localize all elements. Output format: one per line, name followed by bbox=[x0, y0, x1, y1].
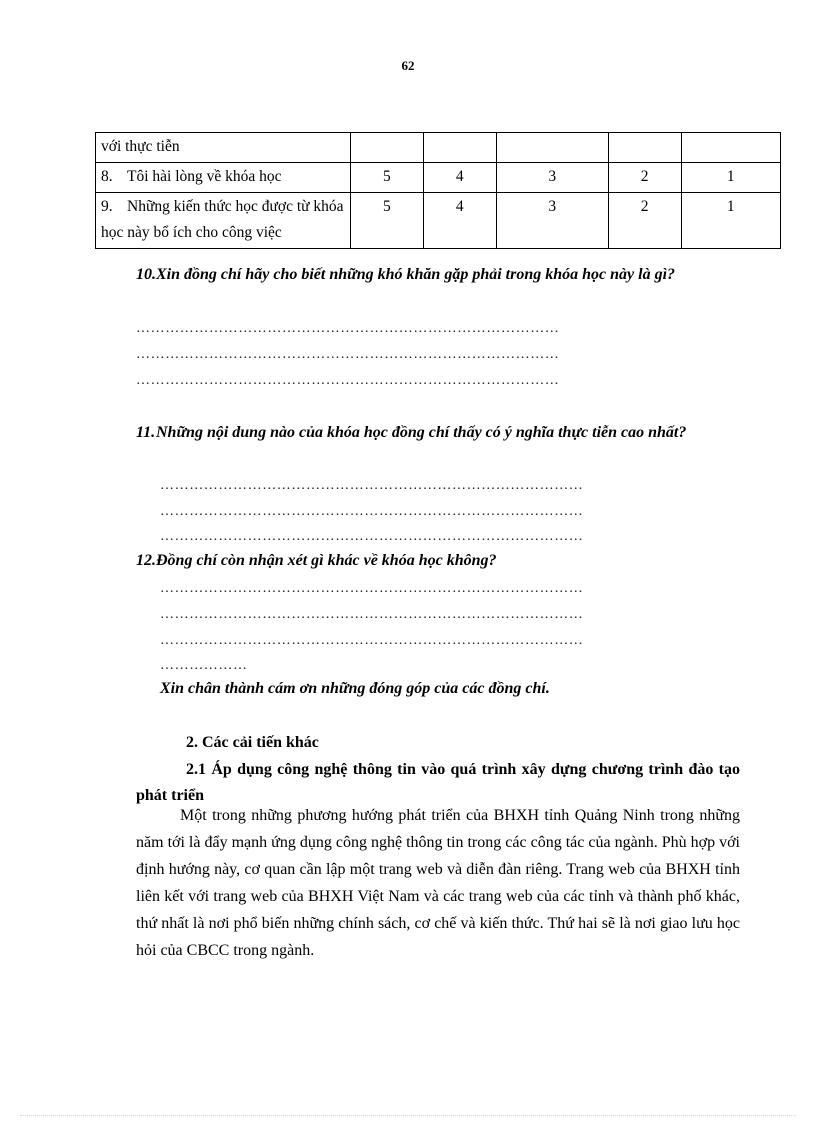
score-cell bbox=[681, 133, 780, 163]
question-text: Đồng chí còn nhận xét gì khác về khóa học không? bbox=[156, 552, 497, 569]
table-row bbox=[96, 133, 781, 163]
page-bottom-divider bbox=[20, 1115, 796, 1116]
question-cell bbox=[96, 193, 351, 249]
section-heading: 2. Các cải tiến khác bbox=[186, 734, 319, 751]
body-paragraph: Một trong những phương hướng phát triển của BHXH tỉnh Quảng Ninh trong những năm tới là đẩy mạnh ứng dụng công nghệ thông tin trong các công tác của ngành. Phù hợp với định hướng này, cơ quan cần lập một trang web và diễn đàn riêng. Trang web của BHXH tỉnh liên kết với trang web của BHXH Việt Nam và các trang web của các tỉnh và thành phố khác, thứ nhất là nơi phổ biến những chính sách, cơ chế và kiến thức. Thứ hai sẽ là nơi giao lưu học hỏi của CBCC trong ngành. bbox=[136, 807, 740, 959]
score-cell bbox=[350, 133, 423, 163]
question-text: Tôi hài lòng về khóa học bbox=[127, 168, 282, 185]
score-cell: 5 bbox=[350, 193, 423, 249]
question-12 bbox=[136, 548, 740, 574]
answer-line[interactable]: …………………………………………………………………………… bbox=[160, 581, 584, 596]
score-cell: 2 bbox=[608, 193, 681, 249]
answer-line[interactable]: ……………… bbox=[160, 658, 248, 673]
question-11 bbox=[136, 420, 740, 446]
subsection-heading: 2.1 Áp dụng công nghệ thông tin vào quá trình xây dựng chương trình đào tạo phát triển bbox=[136, 761, 740, 804]
score-cell bbox=[496, 133, 608, 163]
answer-line[interactable]: …………………………………………………………………………… bbox=[136, 321, 560, 336]
score-cell: 3 bbox=[496, 193, 608, 249]
question-number: 11. bbox=[136, 424, 156, 441]
question-number: 12. bbox=[136, 552, 156, 569]
question-10 bbox=[136, 262, 740, 288]
question-number: 10. bbox=[136, 266, 156, 283]
table-row bbox=[96, 163, 781, 193]
table-row bbox=[96, 193, 781, 249]
score-cell: 1 bbox=[681, 163, 780, 193]
question-cell bbox=[96, 133, 351, 163]
score-cell: 4 bbox=[423, 163, 496, 193]
question-text: với thực tiễn bbox=[101, 138, 180, 155]
score-cell: 1 bbox=[681, 193, 780, 249]
answer-line[interactable]: …………………………………………………………………………… bbox=[160, 607, 584, 622]
score-cell bbox=[608, 133, 681, 163]
answer-line[interactable]: …………………………………………………………………………… bbox=[160, 478, 584, 493]
score-cell: 4 bbox=[423, 193, 496, 249]
question-number: 8. bbox=[101, 168, 113, 185]
question-number: 9. bbox=[101, 198, 113, 215]
thank-you-note: Xin chân thành cám ơn những đóng góp của các đồng chí. bbox=[160, 680, 550, 697]
question-cell bbox=[96, 163, 351, 193]
question-text: Xin đồng chí hãy cho biết những khó khăn gặp phải trong khóa học này là gì? bbox=[156, 266, 676, 283]
page-number: 62 bbox=[401, 58, 415, 73]
question-text: Những nội dung nào của khóa học đồng chí thấy có ý nghĩa thực tiễn cao nhất? bbox=[156, 424, 687, 441]
question-text: Những kiến thức học được từ khóa học này bổ ích cho công việc bbox=[101, 198, 344, 241]
score-cell: 3 bbox=[496, 163, 608, 193]
survey-table bbox=[95, 132, 781, 249]
answer-line[interactable]: …………………………………………………………………………… bbox=[160, 633, 584, 648]
score-cell: 2 bbox=[608, 163, 681, 193]
score-cell bbox=[423, 133, 496, 163]
answer-line[interactable]: …………………………………………………………………………… bbox=[136, 347, 560, 362]
score-cell: 5 bbox=[350, 163, 423, 193]
answer-line[interactable]: …………………………………………………………………………… bbox=[136, 373, 560, 388]
answer-line[interactable]: …………………………………………………………………………… bbox=[160, 504, 584, 519]
answer-line[interactable]: …………………………………………………………………………… bbox=[160, 529, 584, 544]
